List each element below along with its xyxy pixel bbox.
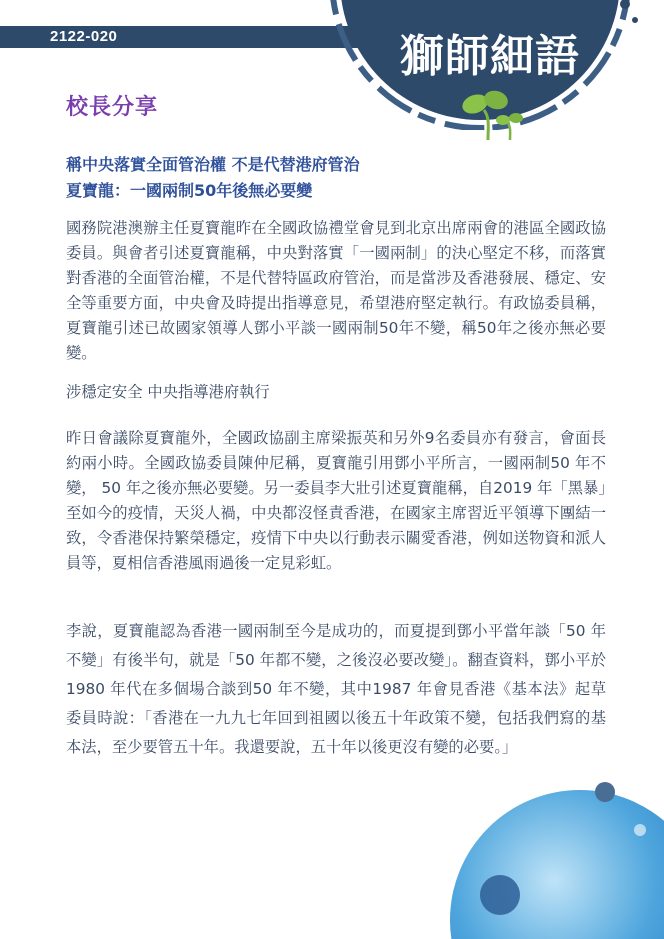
section-title: 校長分享 bbox=[66, 95, 159, 120]
paragraph-3: 李說，夏寶龍認為香港一國兩制至今是成功的，而夏提到鄧小平當年談「50 年不變」有後半句，就是「50 年都不變，之後沒必要改變」。翻查資料，鄧小平於1980 年代在多個場合談到50 年不變，其中1987 年會見香港《基本法》起草委員時說：「香港在一九九七年回到祖國以後五十年政策不變，包括我們寫的基本法，至少要管五十年。我還要說，五十年以後更沒有變的必要。」 bbox=[66, 622, 606, 756]
bottom-circle-decoration bbox=[420, 770, 664, 939]
paragraph-2: 昨日會議除夏寶龍外，全國政協副主席梁振英和另外9名委員亦有發言，會面長約兩小時。全國政協委員陳仲尼稱，夏寶龍引用鄧小平所言，一國兩制50 年不變， 50 年之後亦無必要變。另一委員李大壯引述夏寶龍稱，自2019 年「黑暴」至如今的疫情，天災人禍，中央都沒怪責香港，在國家主席習近平領導下團結一致，令香港保持繁榮穩定，疫情下中央以行動表示關愛香港，例如送物資和派人員等，夏相信香港風雨過後一定見彩虹。 bbox=[66, 429, 606, 572]
magazine-title: 獅師細語 bbox=[400, 31, 580, 82]
headline-line-2: 夏寶龍：一國兩制50年後無必要變 bbox=[66, 181, 313, 200]
article-headline bbox=[66, 152, 606, 204]
paragraph-1: 國務院港澳辦主任夏寶龍昨在全國政協禮堂會見到北京出席兩會的港區全國政協委員。與會者引述夏寶龍稱，中央對落實「一國兩制」的決心堅定不移，而落實對香港的全面管治權，不是代替特區政府管治，而是當涉及香港發展、穩定、安全等重要方面，中央會及時提出指導意見，希望港府堅定執行。有政協委員稱，夏寶龍引述已故國家領導人鄧小平談一國兩制50年不變，稱50年之後亦無必要變。 bbox=[66, 219, 606, 362]
subheading: 涉穩定安全 中央指導港府執行 bbox=[66, 383, 270, 401]
sprout-icon bbox=[460, 88, 530, 143]
headline-line-1: 稱中央落實全面管治權 不是代替港府管治 bbox=[66, 155, 360, 174]
document-code: 2122-020 bbox=[50, 28, 118, 45]
